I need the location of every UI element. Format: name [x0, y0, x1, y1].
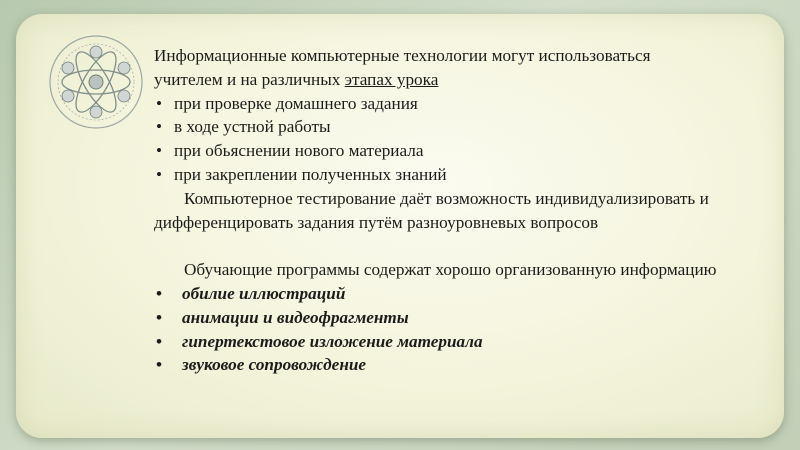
list-item: • звуковое сопровождение — [154, 353, 774, 377]
features-list — [154, 282, 774, 377]
stages-list — [154, 92, 774, 187]
list-item: • в ходе устной работы — [154, 115, 774, 139]
intro-paragraph — [154, 44, 774, 92]
list-item: • обилие иллюстраций — [154, 282, 774, 306]
slide-text — [154, 44, 774, 377]
programs-paragraph: Обучающие программы содержат хорошо организованную информацию — [184, 260, 717, 280]
list-item: • при закреплении полученных знаний — [154, 163, 774, 187]
list-item: • гипертекстовое изложение материала — [154, 330, 774, 354]
list-item: • при проверке домашнего задания — [154, 92, 774, 116]
emblem-atom-logo-icon — [46, 32, 146, 132]
testing-paragraph: Компьютерное тестирование даёт возможность индивидуализировать и дифференцировать задания путём разноуровневых вопросов — [154, 188, 709, 232]
list-item: • анимации и видеофрагменты — [154, 306, 774, 330]
spacer — [154, 234, 774, 258]
intro-line-2: учителем и на различных — [154, 69, 345, 89]
list-item: • при обьяснении нового материала — [154, 139, 774, 163]
content-card — [16, 14, 784, 438]
intro-line-1: Информационные компьютерные технологии могут использоваться — [154, 46, 651, 65]
intro-underlined-phrase: этапах урока — [344, 69, 439, 89]
